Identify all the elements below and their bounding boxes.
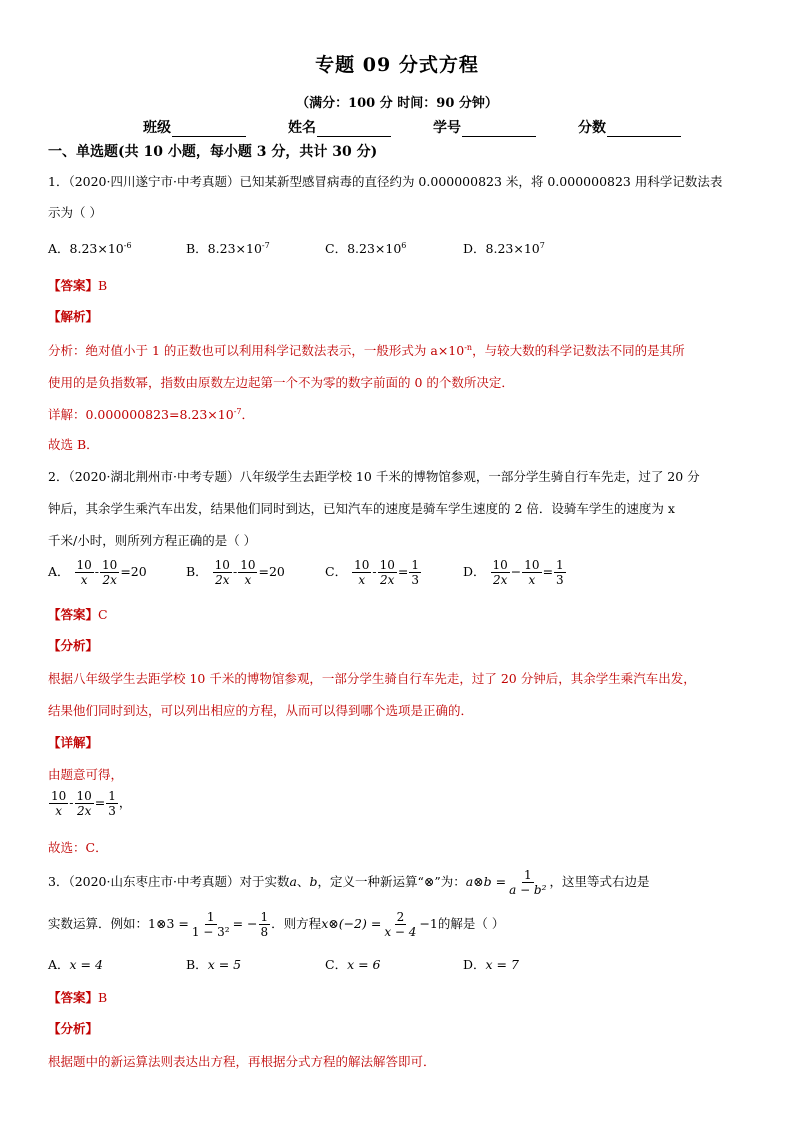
class-label: 班级 [143, 120, 171, 136]
q1-stem-line2: 示为（ ） [48, 205, 102, 220]
class-blank [172, 122, 246, 137]
q2-detail-equation: $\frac{10}{x}$ - $\frac{10}{2x}$ = $\frac{1}{3}$ ， [51, 789, 132, 818]
q2-detail-line1: 由题意可得， [48, 767, 124, 782]
class-field [143, 117, 246, 137]
q2-answer: 【答案】C [48, 607, 108, 622]
q3-answer: 【答案】B [48, 990, 108, 1005]
q1-analysis-line1: 分析：绝对值小于 1 的正数也可以利用科学记数法表示，一般形式为 $a\times 10^{-n}$，与较大数的科学记数法不同的是其所 [48, 342, 685, 358]
q1-analysis-line2: 使用的是负指数幂，指数由原数左边起第一个不为零的数字前面的 0 的个数所决定． [48, 375, 514, 390]
page-subtitle: （满分：100 分 时间：90 分钟） [296, 96, 498, 111]
q3-option-b: B．x = 5 [186, 957, 242, 972]
q1-conclusion: 故选 B． [48, 437, 99, 452]
q3-analysis-tag: 【分析】 [48, 1021, 99, 1036]
q1-option-b: B．$8.23\times 10^{-7}$ [186, 240, 270, 256]
q2-analysis-line2: 结果他们同时到达，可以列出相应的方程，从而可以得到哪个选项是正确的． [48, 703, 474, 718]
q3-stem-line2: 实数运算．例如：1⊗3 = $\frac{1}{\text{1 − 3²}}$ = − $\frac{1}{8}$ ．则方程x⊗(−2) = $\frac{2}{x - 4}$ −1的解是（ ） [48, 910, 505, 939]
q3-stem-line1: 3．（2020·山东枣庄市·中考真题）对于实数a、b，定义一种新运算“⊗”为：a⊗b = $\frac{1}{\text{a − b²}}$ ，这里等式右边是 [48, 868, 650, 897]
q2-stem-line3: 千米/小时，则所列方程正确的是（ ） [48, 533, 257, 548]
q3-option-c: C．x = 6 [325, 957, 381, 972]
q2-option-a: A． $\frac{10}{x}$ - $\frac{10}{2x}$ =20 [48, 558, 147, 587]
q3-option-d: D．x = 7 [463, 957, 519, 972]
score-label: 分数 [578, 120, 606, 136]
name-field [288, 117, 391, 137]
q2-detail-tag: 【详解】 [48, 735, 99, 750]
name-blank [317, 122, 391, 137]
q2-stem-line2: 钟后，其余学生乘汽车出发，结果他们同时到达，已知汽车的速度是骑车学生速度的 2 倍．设骑车学生的速度为 x [48, 501, 675, 516]
page-title: 专题 09 分式方程 [315, 54, 479, 76]
id-field [433, 117, 536, 137]
q1-option-a: A．$8.23\times 10^{-6}$ [48, 240, 132, 256]
q2-option-b: B． $\frac{10}{2x}$ - $\frac{10}{x}$ =20 [186, 558, 285, 587]
score-field [578, 117, 681, 137]
q2-analysis-line1: 根据八年级学生去距学校 10 千米的博物馆参观，一部分学生骑自行车先走，过了 20 分钟后，其余学生乘汽车出发， [48, 671, 696, 686]
id-blank [462, 122, 536, 137]
q1-option-d: D．$8.23\times 10^7$ [463, 240, 545, 256]
q1-answer: 【答案】B [48, 278, 108, 293]
q1-option-c: C．$8.23\times 10^6$ [325, 240, 407, 256]
q2-analysis-tag: 【分析】 [48, 638, 99, 653]
q2-conclusion: 故选：C． [48, 840, 108, 855]
score-blank [607, 122, 681, 137]
q1-detail: 详解：$0.000000823=8.23\times 10^{-7}$． [48, 406, 254, 422]
q1-analysis-tag: 【解析】 [48, 309, 99, 324]
id-label: 学号 [433, 120, 461, 136]
q2-option-d: D． $\frac{10}{2x}$ − $\frac{10}{x}$ = $\frac{1}{3}$ [463, 558, 564, 587]
q2-stem-line1: 2．（2020·湖北荆州市·中考专题）八年级学生去距学校 10 千米的博物馆参观，一部分学生骑自行车先走，过了 20 分 [48, 469, 700, 484]
q3-option-a: A．x = 4 [48, 957, 103, 972]
section-heading: 一、单选题(共 10 小题，每小题 3 分，共计 30 分) [48, 144, 378, 160]
name-label: 姓名 [288, 120, 316, 136]
q3-analysis-line1: 根据题中的新运算法则表达出方程，再根据分式方程的解法解答即可． [48, 1054, 436, 1069]
q1-stem-line1: 1．（2020·四川遂宁市·中考真题）已知某新型感冒病毒的直径约为 0.000000823 米，将 0.000000823 用科学记数法表 [48, 174, 723, 189]
q2-option-c: C． $\frac{10}{x}$ - $\frac{10}{2x}$ = $\frac{1}{3}$ [325, 558, 419, 587]
